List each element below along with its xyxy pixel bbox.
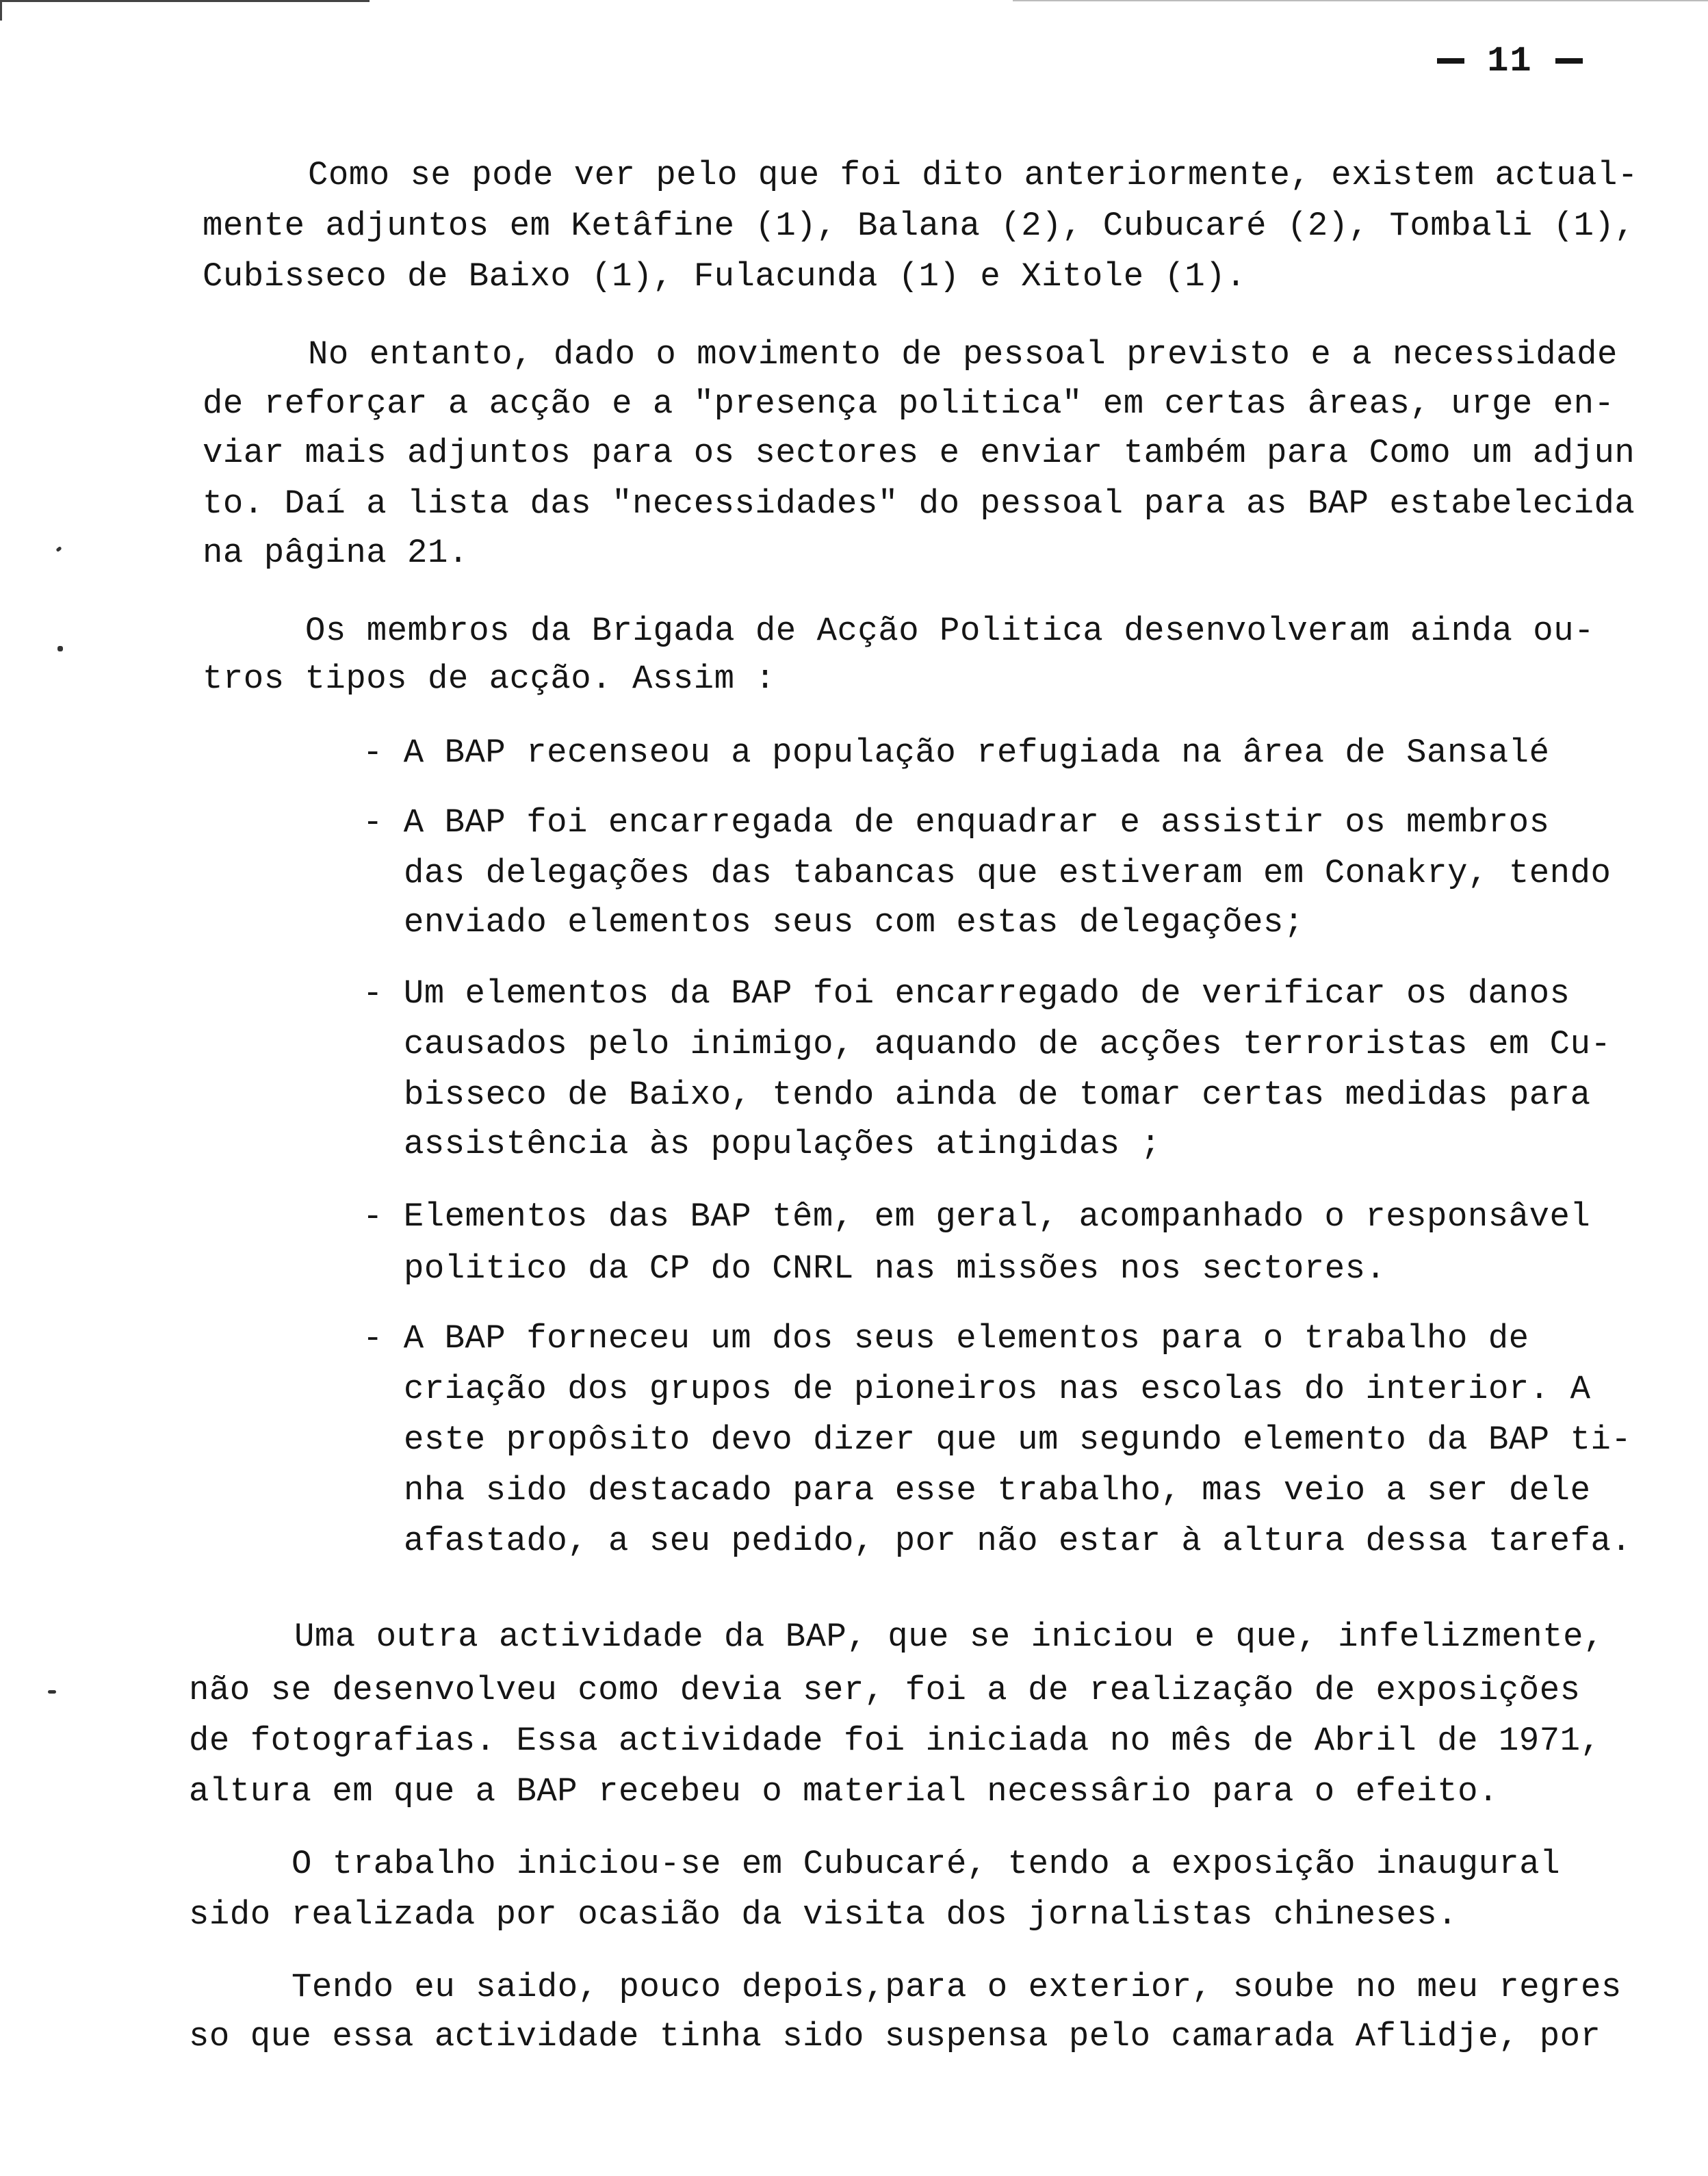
paragraph-1-line-2: mente adjuntos em Ketâfine (1), Balana (2), Cubucaré (2), Tombali (1), bbox=[203, 207, 1635, 245]
bullet-2-line-2: das delegações das tabancas que estiveram em Conakry, tendo bbox=[404, 854, 1612, 892]
closing-paragraph-3-line-1: Tendo eu saido, pouco depois,para o exterior, soube no meu regres bbox=[292, 1968, 1622, 2006]
page-edge-left bbox=[0, 0, 2, 21]
margin-mark bbox=[48, 1690, 56, 1694]
page-number bbox=[1437, 41, 1583, 81]
bullet-4-line-1: - Elementos das BAP têm, em geral, acompanhado o responsâvel bbox=[363, 1197, 1591, 1236]
bullet-3-line-2: causados pelo inimigo, aquando de acções terroristas em Cu- bbox=[404, 1025, 1612, 1063]
bullet-5-line-1: - A BAP forneceu um dos seus elementos para o trabalho de bbox=[363, 1319, 1529, 1358]
bullet-5-line-4: nha sido destacado para esse trabalho, mas veio a ser dele bbox=[404, 1471, 1591, 1510]
bullet-3-line-1: - Um elementos da BAP foi encarregado de verificar os danos bbox=[363, 974, 1570, 1013]
paragraph-3-line-1: Os membros da Brigada de Acção Politica desenvolveram ainda ou- bbox=[305, 612, 1595, 650]
margin-mark bbox=[55, 546, 62, 552]
paragraph-2-line-1: No entanto, dado o movimento de pessoal previsto e a necessidade bbox=[308, 335, 1618, 374]
bullet-5-line-5: afastado, a seu pedido, por não estar à altura dessa tarefa. bbox=[404, 1522, 1632, 1560]
closing-paragraph-1-line-4: altura em que a BAP recebeu o material necessârio para o efeito. bbox=[189, 1772, 1499, 1811]
bullet-2-line-1: - A BAP foi encarregada de enquadrar e assistir os membros bbox=[363, 803, 1550, 842]
bullet-4-line-2: politico da CP do CNRL nas missões nos sectores. bbox=[404, 1249, 1386, 1288]
closing-paragraph-2-line-2: sido realizada por ocasião da visita dos jornalistas chineses. bbox=[189, 1895, 1458, 1934]
bullet-5-line-3: este propôsito devo dizer que um segundo elemento da BAP ti- bbox=[404, 1421, 1632, 1459]
paragraph-1-line-1: Como se pode ver pelo que foi dito anteriormente, existem actual- bbox=[308, 156, 1638, 194]
paragraph-2-line-3: viar mais adjuntos para os sectores e enviar também para Como um adjun bbox=[203, 434, 1635, 472]
paragraph-2-line-5: na pâgina 21. bbox=[203, 534, 469, 572]
closing-paragraph-1-line-1: Uma outra actividade da BAP, que se iniciou e que, infelizmente, bbox=[294, 1618, 1604, 1656]
bullet-2-line-3: enviado elementos seus com estas delegações; bbox=[404, 903, 1304, 942]
closing-paragraph-2-line-1: O trabalho iniciou-se em Cubucaré, tendo a exposição inaugural bbox=[292, 1845, 1561, 1883]
page-edge-top bbox=[0, 0, 370, 2]
closing-paragraph-3-line-2: so que essa actividade tinha sido suspensa pelo camarada Aflidje, por bbox=[189, 2017, 1601, 2056]
bullet-3-line-4: assistência às populações atingidas ; bbox=[404, 1125, 1161, 1163]
margin-mark bbox=[57, 646, 63, 651]
paragraph-1-line-3: Cubisseco de Baixo (1), Fulacunda (1) e Xitole (1). bbox=[203, 257, 1247, 296]
page-number-value: 11 bbox=[1487, 41, 1533, 81]
bullet-5-line-2: criação dos grupos de pioneiros nas escolas do interior. A bbox=[404, 1370, 1591, 1408]
paragraph-2-line-4: to. Daí a lista das "necessidades" do pessoal para as BAP estabelecida bbox=[203, 484, 1635, 523]
bullet-1-line-1: - A BAP recenseou a população refugiada na âreа de Sansalé bbox=[363, 734, 1550, 772]
closing-paragraph-1-line-2: não se desenvolveu como devia ser, foi a de realização de exposições bbox=[189, 1671, 1581, 1709]
page-edge-top-right bbox=[1013, 0, 1708, 1]
paragraph-2-line-2: de reforçar a acção e a "presença politica" em certas âreas, urge en- bbox=[203, 385, 1615, 423]
paragraph-3-line-2: tros tipos de acção. Assim : bbox=[203, 660, 776, 698]
closing-paragraph-1-line-3: de fotografias. Essa actividade foi iniciada no mês de Abril de 1971, bbox=[189, 1722, 1601, 1760]
bullet-3-line-3: bisseco de Baixo, tendo ainda de tomar certas medidas para bbox=[404, 1076, 1591, 1114]
